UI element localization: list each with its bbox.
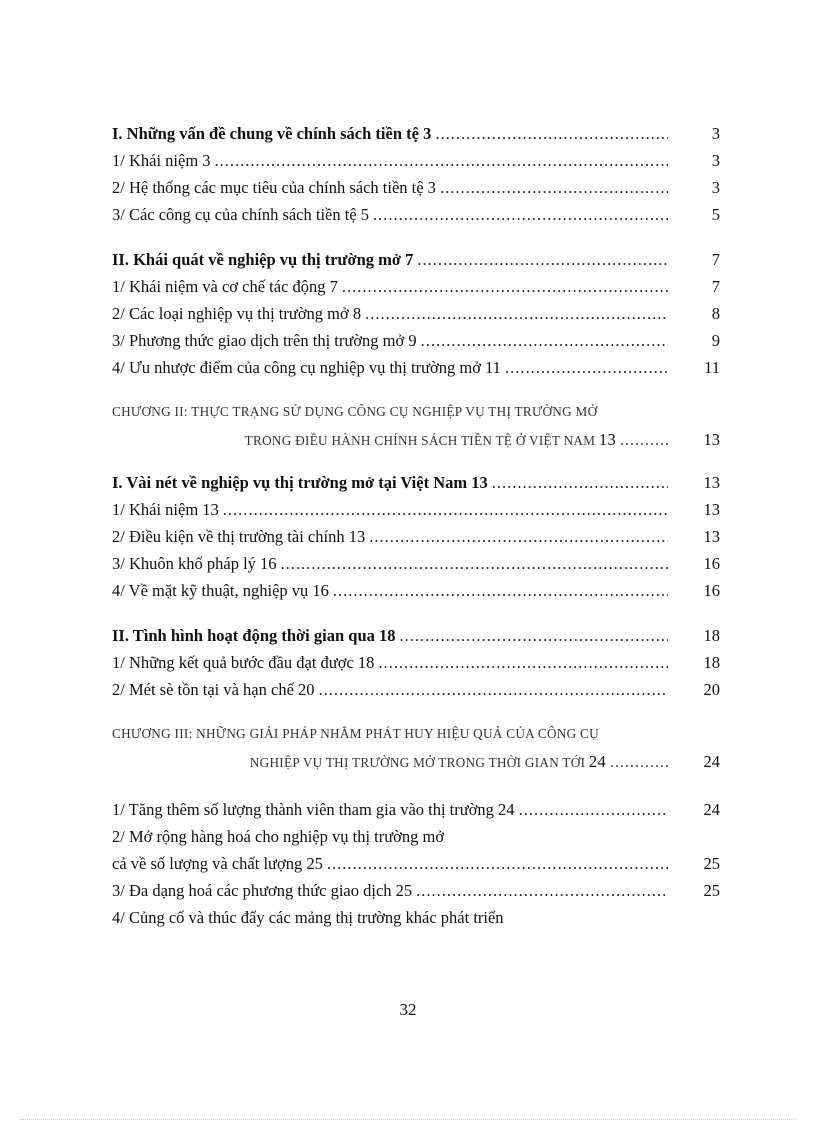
dot-leader: ............ bbox=[610, 754, 670, 771]
toc-item-title: 1/ Khái niệm và cơ chế tác động 7 bbox=[112, 277, 338, 296]
toc-item bbox=[112, 147, 720, 174]
toc-page-number: 25 bbox=[703, 881, 720, 900]
toc-item-title: cả về số lượng và chất lượng 25 bbox=[112, 854, 323, 873]
toc-item bbox=[112, 577, 720, 604]
toc-item-title: 1/ Khái niệm 13 bbox=[112, 500, 219, 519]
toc-item bbox=[112, 796, 720, 823]
toc-item-title: 2/ Mét sè tồn tại và hạn chế 20 bbox=[112, 680, 315, 699]
spacer bbox=[112, 455, 720, 469]
toc-item-title: 3/ Các công cụ của chính sách tiền tệ 5 bbox=[112, 205, 370, 224]
chapter-2-subheading bbox=[112, 425, 720, 455]
dot-leader bbox=[342, 273, 668, 300]
chapter-2-title-page: 13 bbox=[598, 430, 616, 449]
toc-item bbox=[112, 877, 720, 904]
toc-item-title: 3/ Khuôn khổ pháp lý 16 bbox=[112, 554, 277, 573]
toc-item-title: 3/ Đa dạng hoá các phương thức giao dịch 25 bbox=[112, 881, 413, 900]
chapter-2-title-text: TRONG ĐIỀU HÀNH CHÍNH SÁCH TIỀN TỆ Ở VIỆT NAM bbox=[244, 433, 596, 448]
toc-page-number: 18 bbox=[703, 653, 720, 672]
spacer bbox=[112, 777, 720, 796]
spacer bbox=[112, 703, 720, 721]
toc-item bbox=[112, 823, 720, 850]
toc-heading-title: II. Khái quát về nghiệp vụ thị trường mở 7 bbox=[112, 250, 414, 269]
toc-heading-title: II. Tình hình hoạt động thời gian qua 18 bbox=[112, 626, 396, 645]
toc-heading-title: I. Những vấn đề chung về chính sách tiền tệ 3 bbox=[112, 124, 432, 143]
chapter-3-title bbox=[112, 747, 670, 778]
toc-item-title: 1/ Tăng thêm số lượng thành viên tham gia vào thị trường 24 bbox=[112, 800, 515, 819]
toc-page-number: 5 bbox=[711, 205, 720, 224]
toc-page-number: 24 bbox=[703, 752, 720, 771]
toc-item bbox=[112, 523, 720, 550]
toc-item-title: 4/ Ưu nhược điểm của công cụ nghiệp vụ thị trường mở 11 bbox=[112, 358, 501, 377]
toc-item bbox=[112, 327, 720, 354]
dot-leader bbox=[369, 523, 668, 550]
toc-heading-recent-activity bbox=[112, 622, 720, 649]
toc-item bbox=[112, 649, 720, 676]
toc-page-number: 11 bbox=[704, 358, 720, 377]
dot-leader bbox=[400, 622, 668, 649]
chapter-2-title bbox=[112, 425, 670, 456]
chapter-2-heading: CHƯƠNG II: THỰC TRẠNG SỬ DỤNG CÔNG CỤ NGHIỆP VỤ THỊ TRƯỜNG MỞ bbox=[112, 404, 598, 419]
dot-leader bbox=[435, 120, 668, 147]
toc-item bbox=[112, 201, 720, 228]
spacer bbox=[112, 604, 720, 622]
chapter-3-subheading bbox=[112, 747, 720, 777]
toc-item-title: 4/ Củng cố và thúc đẩy các mảng thị trường khác phát triển bbox=[112, 908, 504, 927]
dot-leader bbox=[215, 147, 668, 174]
toc-page-number: 16 bbox=[703, 581, 720, 600]
dot-leader bbox=[365, 300, 668, 327]
toc-item-title: 2/ Điều kiện về thị trường tài chính 13 bbox=[112, 527, 366, 546]
dot-leader bbox=[440, 174, 668, 201]
toc-page-number: 7 bbox=[711, 250, 720, 269]
toc-item bbox=[112, 273, 720, 300]
dot-leader bbox=[417, 246, 668, 273]
toc-item-title: 1/ Khái niệm 3 bbox=[112, 151, 211, 170]
toc-page-number: 9 bbox=[711, 331, 720, 350]
toc-item bbox=[112, 904, 720, 931]
toc-page-number: 13 bbox=[703, 527, 720, 546]
page-number: 32 bbox=[399, 1000, 417, 1019]
toc-item-title: 2/ Mở rộng hàng hoá cho nghiệp vụ thị trường mở bbox=[112, 827, 445, 846]
toc-page-number: 13 bbox=[703, 473, 720, 492]
toc-item-title: 2/ Hệ thống các mục tiêu của chính sách tiền tệ 3 bbox=[112, 178, 436, 197]
toc-page-number: 16 bbox=[703, 554, 720, 573]
chapter-3-title-text: NGHIỆP VỤ THỊ TRƯỜNG MỞ TRONG THỜI GIAN TỚI bbox=[249, 755, 586, 770]
chapter-3-heading: CHƯƠNG III: NHỮNG GIẢI PHÁP NHẰM PHÁT HUY HIỆU QUẢ CỦA CÔNG CỤ bbox=[112, 726, 599, 741]
dot-leader bbox=[333, 577, 668, 604]
toc-heading-open-market-vietnam bbox=[112, 469, 720, 496]
table-of-contents bbox=[112, 120, 720, 931]
page-divider bbox=[20, 1119, 796, 1120]
toc-item bbox=[112, 850, 720, 877]
toc-item bbox=[112, 300, 720, 327]
toc-page-number: 13 bbox=[703, 500, 720, 519]
toc-item bbox=[112, 174, 720, 201]
toc-page-number: 24 bbox=[703, 800, 720, 819]
toc-page-number: 13 bbox=[703, 430, 720, 449]
toc-page-number: 3 bbox=[711, 151, 720, 170]
toc-page-number: 25 bbox=[703, 854, 720, 873]
chapter-3-title-page: 24 bbox=[588, 752, 606, 771]
dot-leader bbox=[373, 201, 668, 228]
toc-item bbox=[112, 676, 720, 703]
dot-leader bbox=[319, 676, 668, 703]
toc-item-title: 2/ Các loại nghiệp vụ thị trường mở 8 bbox=[112, 304, 362, 323]
dot-leader bbox=[223, 496, 668, 523]
toc-page-number: 8 bbox=[711, 304, 720, 323]
dot-leader bbox=[505, 354, 668, 381]
toc-page-number: 3 bbox=[711, 178, 720, 197]
toc-item-title: 3/ Phương thức giao dịch trên thị trường mở 9 bbox=[112, 331, 417, 350]
toc-item bbox=[112, 496, 720, 523]
dot-leader bbox=[378, 649, 668, 676]
dot-leader bbox=[421, 327, 668, 354]
spacer bbox=[112, 381, 720, 399]
toc-heading-open-market-overview bbox=[112, 246, 720, 273]
toc-item bbox=[112, 354, 720, 381]
dot-leader: .......... bbox=[620, 432, 670, 449]
toc-item bbox=[112, 550, 720, 577]
dot-leader bbox=[492, 469, 668, 496]
toc-page-number: 7 bbox=[711, 277, 720, 296]
toc-page-number: 20 bbox=[703, 680, 720, 699]
dot-leader bbox=[416, 877, 668, 904]
dot-leader bbox=[327, 850, 668, 877]
toc-heading-title: I. Vài nét về nghiệp vụ thị trường mở tại Việt Nam 13 bbox=[112, 473, 488, 492]
toc-page-number: 18 bbox=[703, 626, 720, 645]
dot-leader bbox=[519, 796, 668, 823]
spacer bbox=[112, 228, 720, 246]
toc-item-title: 1/ Những kết quả bước đầu đạt được 18 bbox=[112, 653, 375, 672]
dot-leader bbox=[281, 550, 668, 577]
toc-item-title: 4/ Về mặt kỹ thuật, nghiệp vụ 16 bbox=[112, 581, 329, 600]
toc-heading-general-monetary-policy bbox=[112, 120, 720, 147]
toc-page-number: 3 bbox=[711, 124, 720, 143]
